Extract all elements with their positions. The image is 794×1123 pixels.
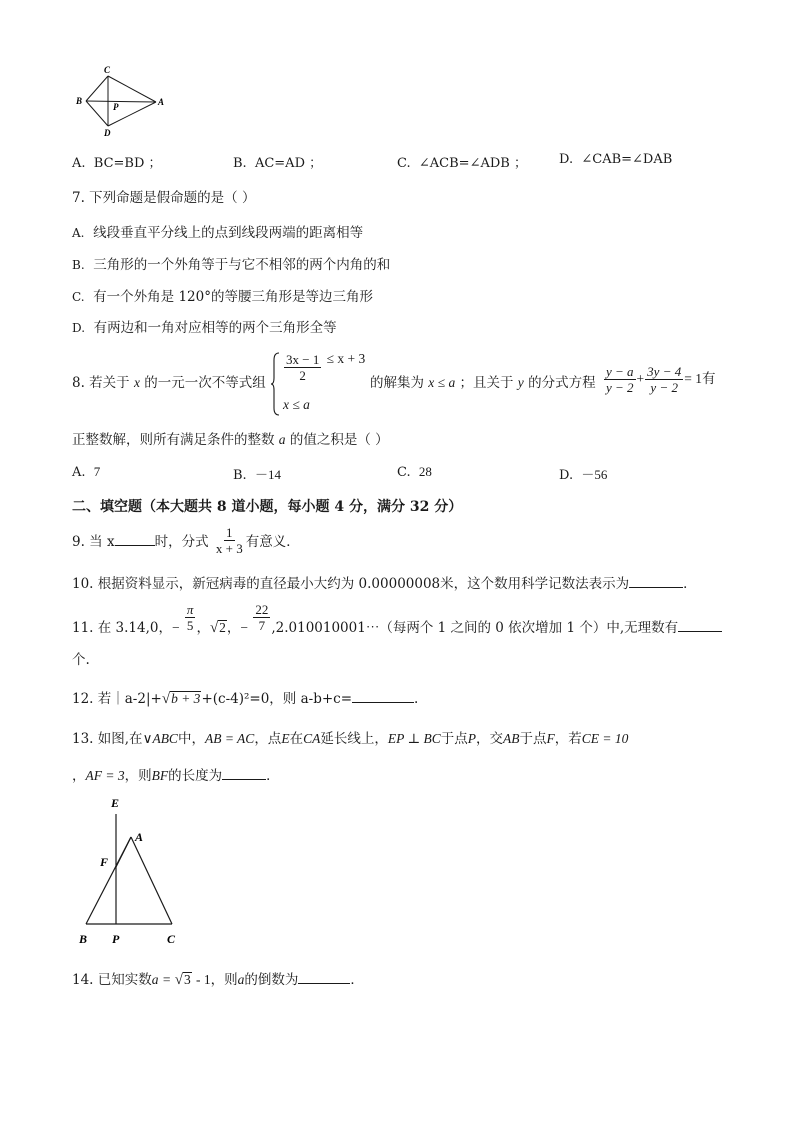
fig6-label-b: B: [76, 96, 83, 106]
figure-quadrilateral-abcd: [74, 64, 174, 140]
q8-option-a[interactable]: A. 7: [72, 464, 101, 480]
q6-option-b[interactable]: B. AC=AD ；: [233, 156, 323, 171]
fig13-label-c: C: [167, 932, 176, 946]
q11-answer-blank[interactable]: [678, 618, 722, 632]
q7-option-d[interactable]: D. 有两边和一角对应相等的两个三角形全等: [72, 320, 337, 336]
fig13-label-a: A: [135, 830, 144, 844]
q8-line2: 正整数解，则所有满足条件的整数 a 的值之积是（ ）: [72, 432, 389, 448]
fig6-label-d: D: [104, 128, 111, 138]
q11-line2: 个.: [72, 652, 90, 668]
fig6-label-c: C: [104, 65, 111, 75]
q7-stem: 7. 下列命题是假命题的是（ ）: [72, 190, 256, 206]
q10-answer-blank[interactable]: [629, 574, 683, 588]
q6-option-a[interactable]: A. BC=BD ；: [72, 156, 162, 171]
q7-option-b[interactable]: B. 三角形的一个外角等于与它不相邻的两个内角的和: [72, 257, 391, 273]
q8-inequality-2: x ≤ a: [283, 397, 310, 412]
q12: 12. 若｜a-2|+√b + 3+(c-4)²=0，则 a-b+c= .: [72, 691, 419, 707]
q8-option-b[interactable]: B. －14: [233, 467, 281, 483]
q8-option-d[interactable]: D. －56: [559, 467, 608, 483]
q14-answer-blank[interactable]: [298, 970, 350, 984]
q8-middle: 的解集为 x ≤ a ；且关于 y 的分式方程: [370, 375, 596, 391]
q10: 10. 根据资料显示，新冠病毒的直径最小大约为 0.00000008米，这个数用科学记数法表示为 ．: [72, 576, 697, 592]
q7-option-c[interactable]: C. 有一个外角是 120°的等腰三角形是等边三角形: [72, 289, 373, 305]
q8-inequality-1: $\frac{3x - 1}{2}$ ≤ x + 3: [286, 351, 366, 383]
fig6-label-a: A: [158, 97, 165, 107]
q8-lead: 8. 若关于 x 的一元一次不等式组: [72, 375, 266, 391]
q13-line1: 13. 如图,在∨ABC中，AB = AC，点E在CA延长线上，EP ⊥ BC于点P，交AB于点F，若CE = 10: [72, 731, 629, 747]
q8-system-brace: [271, 352, 281, 416]
fig13-label-e: E: [111, 796, 120, 810]
q8-option-c[interactable]: C. 28: [397, 464, 432, 480]
q13-line2: ，AF = 3，则BF的长度为 ．: [72, 768, 280, 784]
fig13-label-p: P: [112, 932, 120, 946]
q6-option-d[interactable]: D. ∠CAB=∠DAB: [559, 152, 673, 167]
q11: 11. 在 3.14,0，− $\frac{\pi}{5}$ ，√2，− $\frac{22}{7}$ ,2.010010001⋯（每两个 1 之间的 0 依次增加 1 个）中,无理数有: [72, 602, 722, 633]
q8-fraction-equation: $\frac{y - a}{y - 2}$ + $\frac{3y - 4}{y - 2}$ = 1有: [606, 364, 716, 395]
q14: 14. 已知实数a = √3 - 1，则a的倒数为 ．: [72, 972, 364, 988]
q12-answer-blank[interactable]: [352, 689, 414, 703]
q9-answer-blank[interactable]: [115, 532, 155, 546]
q13-answer-blank[interactable]: [222, 766, 266, 780]
fig6-label-p: P: [113, 102, 119, 112]
q9: 9. 当 x 时，分式 $\frac{1}{x + 3}$ 有意义．: [72, 525, 300, 556]
fig13-label-f: F: [100, 855, 109, 869]
figure-triangle-abc: [76, 794, 186, 950]
q7-option-a[interactable]: A. 线段垂直平分线上的点到线段两端的距离相等: [72, 225, 364, 241]
fig13-label-b: B: [79, 932, 88, 946]
section-2-title: 二、填空题（本大题共 8 道小题，每小题 4 分，满分 32 分）: [72, 499, 463, 515]
q6-option-c[interactable]: C. ∠ACB=∠ADB ；: [397, 156, 527, 171]
